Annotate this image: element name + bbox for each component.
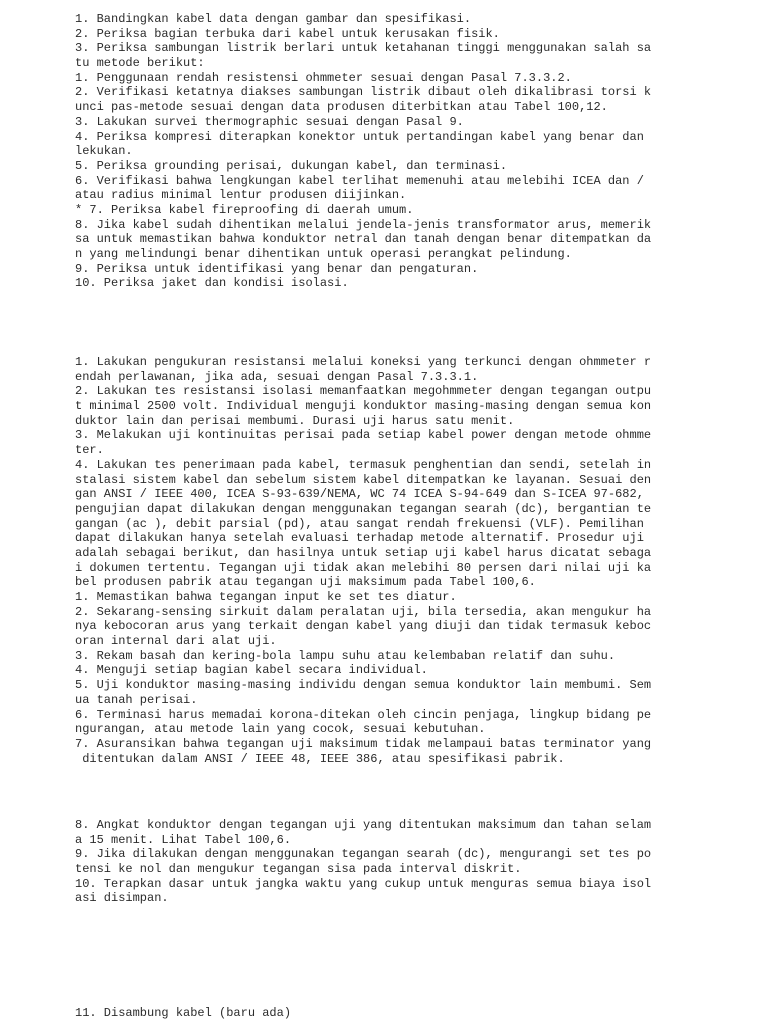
text-line: n yang melindungi benar dihentikan untuk operasi perangkat pelindung. [75,247,572,261]
text-line: 5. Periksa grounding perisai, dukungan kabel, dan terminasi. [75,158,508,173]
text-line: ter. [75,443,104,458]
text-line: 1. Bandingkan kabel data dengan gambar dan spesifikasi. [75,12,472,26]
text-line: 4. Periksa kompresi diterapkan konektor untuk pertandingan kabel yang benar dan [75,129,644,144]
text-line: 9. Jika dilakukan dengan menggunakan tegangan searah (dc), mengurangi set tes po [75,847,652,862]
text-line: 3. Lakukan survei thermographic sesuai dengan Pasal 9. [75,114,464,129]
text-line: oran internal dari alat uji. [75,634,277,649]
spliced-cable-item [75,1006,715,1021]
text-line: sa untuk memastikan bahwa konduktor netral dan tanah dengan benar ditempatkan da [75,232,652,247]
text-line: nya kebocoran arus yang terkait dengan kabel yang diuji dan tidak termasuk keboc [75,619,652,634]
text-line: 8. Jika kabel sudah dihentikan melalui jendela-jenis transformator arus, memerik [75,217,652,232]
text-line: 2. Sekarang-sensing sirkuit dalam peralatan uji, bila tersedia, akan mengukur ha [75,604,652,619]
text-line: pengujian dapat dilakukan dengan menggunakan tegangan searah (dc), bergantian te [75,501,652,516]
text-line: ngurangan, atau metode lain yang cocok, sesuai kebutuhan. [75,722,486,737]
text-line: t minimal 2500 volt. Individual menguji konduktor masing-masing dengan semua kon [75,399,652,414]
text-line: duktor lain dan perisai membumi. Durasi uji harus satu menit. [75,413,515,428]
text-line: 1. Memastikan bahwa tegangan input ke set tes diatur. [75,590,457,604]
text-line: dapat dilakukan hanya setelah evaluasi terhadap metode alternatif. Prosedur uji [75,531,644,546]
text-line: 1. Lakukan pengukuran resistansi melalui koneksi yang terkunci dengan ohmmeter r [75,355,652,369]
text-line: asi disimpan. [75,891,169,906]
text-line: bel produsen pabrik atau tegangan uji maksimum pada Tabel 100,6. [75,575,536,590]
text-line: 2. Periksa bagian terbuka dari kabel untuk kerusakan fisik. [75,26,500,41]
text-line: stalasi sistem kabel dan sebelum sistem kabel ditempatkan ke layanan. Sesuai den [75,472,652,487]
text-line: 10. Terapkan dasar untuk jangka waktu yang cukup untuk menguras semua biaya isol [75,876,652,891]
text-line: 2. Lakukan tes resistansi isolasi memanfaatkan megohmmeter dengan tegangan outpu [75,384,652,399]
text-line: gan ANSI / IEEE 400, ICEA S-93-639/NEMA, WC 74 ICEA S-94-649 dan S-ICEA 97-682, [75,487,644,502]
text-line: 8. Angkat konduktor dengan tegangan uji yang ditentukan maksimum dan tahan selam [75,818,652,832]
text-line: 1. Penggunaan rendah resistensi ohmmeter sesuai dengan Pasal 7.3.3.2. [75,70,572,85]
text-line: 4. Menguji setiap bagian kabel secara individual. [75,663,428,678]
text-line: 3. Periksa sambungan listrik berlari untuk ketahanan tinggi menggunakan salah sa [75,41,652,56]
text-line: 9. Periksa untuk identifikasi yang benar dan pengaturan. [75,261,479,276]
text-line: * 7. Periksa kabel fireproofing di daerah umum. [75,202,414,217]
text-line: gangan (ac ), debit parsial (pd), atau sangat rendah frekuensi (VLF). Pemilihan [75,516,644,531]
text-line: lekukan. [75,144,133,159]
inspection-checklist [75,12,715,291]
text-line: 10. Periksa jaket dan kondisi isolasi. [75,276,349,291]
text-line: 6. Verifikasi bahwa lengkungan kabel terlihat memenuhi atau melebihi ICEA dan / [75,173,644,188]
text-line: atau radius minimal lentur produsen diijinkan. [75,188,407,203]
text-line: 4. Lakukan tes penerimaan pada kabel, termasuk penghentian dan sendi, setelah in [75,457,652,472]
text-line: i dokumen tertentu. Tegangan uji tidak akan melebihi 80 persen dari nilai uji ka [75,560,652,575]
text-line: unci pas-metode sesuai dengan data produsen diterbitkan atau Tabel 100,12. [75,100,608,115]
text-line: 11. Disambung kabel (baru ada) [75,1006,292,1020]
text-line: tensi ke nol dan mengukur tegangan sisa pada interval diskrit. [75,862,522,877]
text-line: 2. Verifikasi ketatnya diakses sambungan listrik dibaut oleh dikalibrasi torsi k [75,85,652,100]
text-line: tu metode berikut: [75,56,205,71]
text-line: adalah sebagai berikut, dan hasilnya untuk setiap uji kabel harus dicatat sebaga [75,545,652,560]
electrical-tests-section [75,355,715,766]
text-line: 5. Uji konduktor masing-masing individu dengan semua konduktor lain membumi. Sem [75,678,652,693]
text-line: endah perlawanan, jika ada, sesuai dengan Pasal 7.3.3.1. [75,369,479,384]
text-line: ua tanah perisai. [75,692,198,707]
text-line: 6. Terminasi harus memadai korona-ditekan oleh cincin penjaga, lingkup bidang pe [75,707,652,722]
test-procedure-continued [75,818,715,906]
text-line: 3. Rekam basah dan kering-bola lampu suhu atau kelembaban relatif dan suhu. [75,648,616,663]
text-line: 3. Melakukan uji kontinuitas perisai pada setiap kabel power dengan metode ohmme [75,428,652,443]
text-line: 7. Asuransikan bahwa tegangan uji maksimum tidak melampaui batas terminator yang [75,736,652,751]
text-line: ditentukan dalam ANSI / IEEE 48, IEEE 386, atau spesifikasi pabrik. [75,751,565,766]
text-line: a 15 menit. Lihat Tabel 100,6. [75,832,292,847]
